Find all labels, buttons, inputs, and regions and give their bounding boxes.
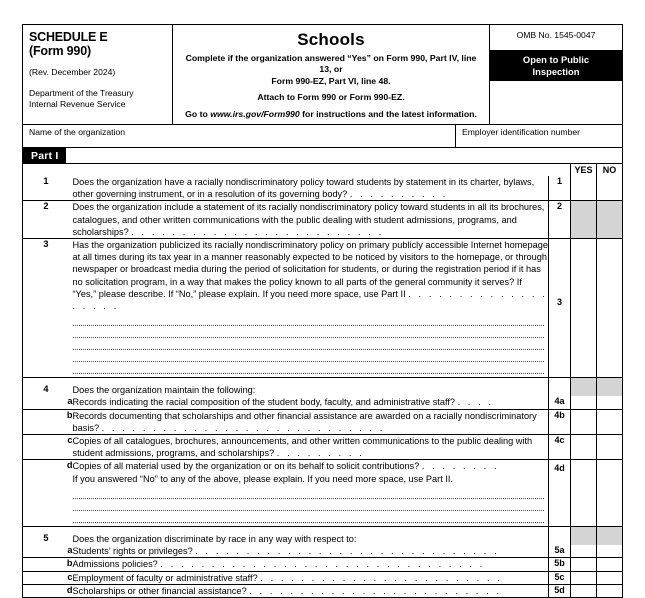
write-in-line[interactable] [73, 338, 545, 350]
complete-if-line2: Form 990-EZ, Part VI, line 48. [271, 75, 391, 86]
answer-no-box[interactable] [597, 435, 623, 460]
open-to-public-line1: Open to Public [522, 54, 590, 65]
question-number: 3 [23, 239, 49, 378]
organization-name-field[interactable] [23, 125, 456, 147]
question-text-cell [73, 571, 549, 584]
answer-yes-box[interactable] [571, 396, 597, 409]
table-row [23, 545, 623, 558]
answer-yes-box [571, 378, 597, 397]
answer-no-box[interactable] [597, 460, 623, 526]
answer-no-box[interactable] [597, 584, 623, 597]
line-label: 5b [549, 558, 571, 571]
question-letter [49, 201, 73, 239]
form-name: Schools [297, 30, 365, 49]
line-label: 4a [549, 396, 571, 409]
leader-dots: . . . . . . . . . . . . . . . . . . . . . . . . . [131, 226, 384, 237]
schedule-e-sheet [22, 24, 623, 598]
leader-dots: . . . . . . . . . . [349, 189, 448, 200]
leader-dots: . . . . [457, 397, 494, 408]
schedule-title-line2: (Form 990) [29, 44, 91, 58]
table-row [23, 176, 623, 201]
line-label: 5c [549, 571, 571, 584]
ein-label: Employer identification number [462, 127, 580, 138]
question-text-cell [73, 435, 549, 460]
line-label [549, 526, 571, 545]
question-text-cell [73, 558, 549, 571]
question-text: Records documenting that scholarships and other financial assistance are awarded on a racially nondiscriminatory basis? [72, 410, 537, 433]
answer-yes-box[interactable] [571, 584, 597, 597]
question-text-cell [73, 526, 549, 545]
question-text: Admissions policies? [72, 559, 158, 570]
leader-dots: . . . . . . . . . . . . . . . . . . . . . . . . . . . . . . . . [160, 559, 485, 570]
department-line1: Department of the Treasury [29, 88, 134, 98]
leader-dots: . . . . . . . . . . . . . . . . . . . . . . . . . . . . [101, 422, 386, 433]
table-row [23, 378, 623, 397]
open-to-public-badge [490, 50, 622, 81]
table-row [23, 460, 623, 526]
question-text: Employment of faculty or administrative staff? [72, 572, 258, 583]
omb-number: OMB No. 1545-0047 [516, 30, 596, 40]
question-number [23, 584, 49, 597]
leader-dots: . . . . . . . . . . . . . . . . . . . . . . . . . . . . . . [195, 546, 500, 557]
leader-dots: . . . . . . . . . . . . . . . . . . . . . . . . . [249, 585, 502, 596]
question-text: Copies of all catalogues, brochures, announcements, and other written communications to the public dealing with student admissions, programs, and scholarships? [72, 436, 533, 459]
answer-yes-box[interactable] [571, 239, 597, 378]
leader-dots: . . . . . . . . [421, 461, 500, 472]
answer-yes-box[interactable] [571, 460, 597, 526]
organization-name-label: Name of the organization [29, 127, 126, 138]
line-label: 5d [549, 584, 571, 597]
question-number [23, 558, 49, 571]
write-in-line[interactable] [73, 326, 545, 338]
revision-date: (Rev. December 2024) [29, 67, 116, 77]
question-number: 4 [43, 384, 49, 395]
table-row [23, 409, 623, 434]
question-letter: a [49, 396, 73, 409]
department-line2: Internal Revenue Service [29, 98, 126, 109]
answer-no-box[interactable] [597, 545, 623, 558]
answer-yes-box[interactable] [571, 176, 597, 201]
header-center [173, 25, 490, 124]
irs-url[interactable]: www.irs.gov/Form990 [210, 108, 300, 119]
question-text: Does the organization discriminate by race in any way with respect to: [72, 533, 357, 544]
questions-table [22, 176, 623, 598]
question-text-cell [73, 584, 549, 597]
answer-yes-box[interactable] [571, 201, 597, 239]
answer-no-box [597, 378, 623, 397]
table-row [23, 584, 623, 597]
question-letter: b [49, 409, 73, 434]
question-letter: c [49, 435, 73, 460]
question-letter [49, 176, 73, 201]
attach-line: Attach to Form 990 or Form 990-EZ. [257, 92, 405, 103]
line-label: 3 [549, 239, 571, 378]
question-number [23, 396, 49, 409]
question-number [23, 460, 49, 526]
header-right [490, 25, 622, 124]
line-label: 5a [549, 545, 571, 558]
question-text-cell [73, 239, 549, 378]
part-title [66, 148, 622, 163]
question-number [23, 435, 49, 460]
question-text: Students’ rights or privileges? [72, 546, 193, 557]
answer-no-box[interactable] [597, 239, 623, 378]
column-header-spacer [544, 164, 570, 176]
write-in-line[interactable] [73, 511, 545, 523]
question-number: 5 [43, 532, 49, 543]
answer-yes-box [571, 526, 597, 545]
explanation-area[interactable] [73, 312, 549, 377]
question-letter [49, 526, 73, 545]
question-number [23, 571, 49, 584]
answer-yes-box[interactable] [571, 435, 597, 460]
write-in-line[interactable] [73, 499, 545, 511]
table-row [23, 201, 623, 239]
leader-dots: . . . . . . . . . . . . . . . . . . . [72, 288, 548, 312]
answer-no-box [597, 526, 623, 545]
question-letter: c [49, 571, 73, 584]
column-header-no: NO [596, 164, 622, 176]
part-one-bar [22, 148, 623, 164]
line-label: 4c [549, 435, 571, 460]
question-letter: b [49, 558, 73, 571]
table-row [23, 571, 623, 584]
question-text: Does the organization have a racially nondiscriminatory policy toward students by statement in its charter, bylaws, other governing instrument, or in a resolution of its governing body? [72, 177, 535, 200]
line-label: 1 [549, 176, 571, 201]
leader-dots: . . . . . . . . . [276, 448, 365, 459]
write-in-line[interactable] [73, 314, 545, 326]
line-label: 2 [549, 201, 571, 239]
question-text: Records indicating the racial composition of the student body, faculty, and administrative staff? [72, 397, 456, 408]
question-text-cell [73, 545, 549, 558]
schedule-title-line1: SCHEDULE E [29, 30, 108, 44]
table-row [23, 239, 623, 378]
answer-yes-box[interactable] [571, 545, 597, 558]
complete-if-line1: Complete if the organization answered “Yes” on Form 990, Part IV, line 13, or [185, 53, 477, 75]
name-ein-row [22, 124, 623, 148]
question-letter [49, 378, 73, 397]
question-note: If you answered “No” to any of the above, please explain. If you need more space, use Part II. [72, 473, 453, 484]
answer-yes-box[interactable] [571, 409, 597, 434]
goto-line [181, 109, 481, 120]
answer-no-box[interactable] [597, 396, 623, 409]
question-text-cell [73, 378, 549, 397]
column-header-yes: YES [570, 164, 596, 176]
question-text: Has the organization publicized its racially nondiscriminatory policy on primary publicly accessible Internet homepage at all times during its tax year in a manner reasonably expected to be noticed by visitors to the homepage, or through newspaper or broadcast media during the period of solicitation for students, or during the registration period if it has no solicitation program, in a way that makes the policy known to all parts of the general community it serves? If “Yes,” please describe. If “No,” please explain. If you need more space, use Part II [72, 240, 548, 299]
open-to-public-line2: Inspection [532, 65, 580, 77]
write-in-line[interactable] [73, 487, 545, 499]
ein-field[interactable] [456, 125, 622, 147]
yes-no-spacer [23, 164, 544, 176]
part-label: Part I [23, 148, 66, 163]
answer-no-box[interactable] [597, 571, 623, 584]
question-letter [49, 239, 73, 378]
question-text: Does the organization include a statement of its racially nondiscriminatory policy toward students in all its brochures, catalogues, and other written communications with the public dealing with student admissions, programs, and scholarships? [72, 202, 545, 237]
question-number: 1 [23, 176, 49, 201]
table-row [23, 396, 623, 409]
question-text-cell [73, 460, 549, 526]
question-text: Does the organization maintain the following: [72, 385, 256, 396]
question-letter: a [49, 545, 73, 558]
answer-no-box[interactable] [597, 409, 623, 434]
question-text-cell [73, 176, 549, 201]
line-label [549, 378, 571, 397]
table-row [23, 435, 623, 460]
question-text-cell [73, 201, 549, 239]
write-in-line[interactable] [73, 350, 545, 362]
question-letter: d [49, 460, 73, 526]
question-text: Scholarships or other financial assistance? [72, 585, 247, 596]
goto-prefix: Go to [185, 108, 211, 119]
question-letter: d [66, 584, 73, 595]
question-text-cell [73, 396, 549, 409]
answer-no-box[interactable] [597, 558, 623, 571]
answer-yes-box[interactable] [571, 571, 597, 584]
line-label: 4d [549, 460, 571, 526]
question-number: 2 [23, 201, 49, 239]
write-in-line[interactable] [73, 362, 545, 374]
answer-no-box[interactable] [597, 201, 623, 239]
line-label: 4b [549, 409, 571, 434]
form-header [22, 24, 623, 124]
question-number [23, 409, 49, 434]
question-number [23, 545, 49, 558]
leader-dots: . . . . . . . . . . . . . . . . . . . . . . . . [260, 572, 503, 583]
yes-no-header [22, 164, 623, 176]
table-row [23, 558, 623, 571]
question-text: Copies of all material used by the organization or on its behalf to solicit contributions? [72, 461, 420, 472]
question-text-cell [73, 409, 549, 434]
answer-no-box[interactable] [597, 176, 623, 201]
header-left [23, 25, 173, 124]
answer-yes-box[interactable] [571, 558, 597, 571]
explanation-area[interactable] [73, 485, 549, 526]
goto-suffix: for instructions and the latest information. [299, 108, 477, 119]
table-row [23, 526, 623, 545]
